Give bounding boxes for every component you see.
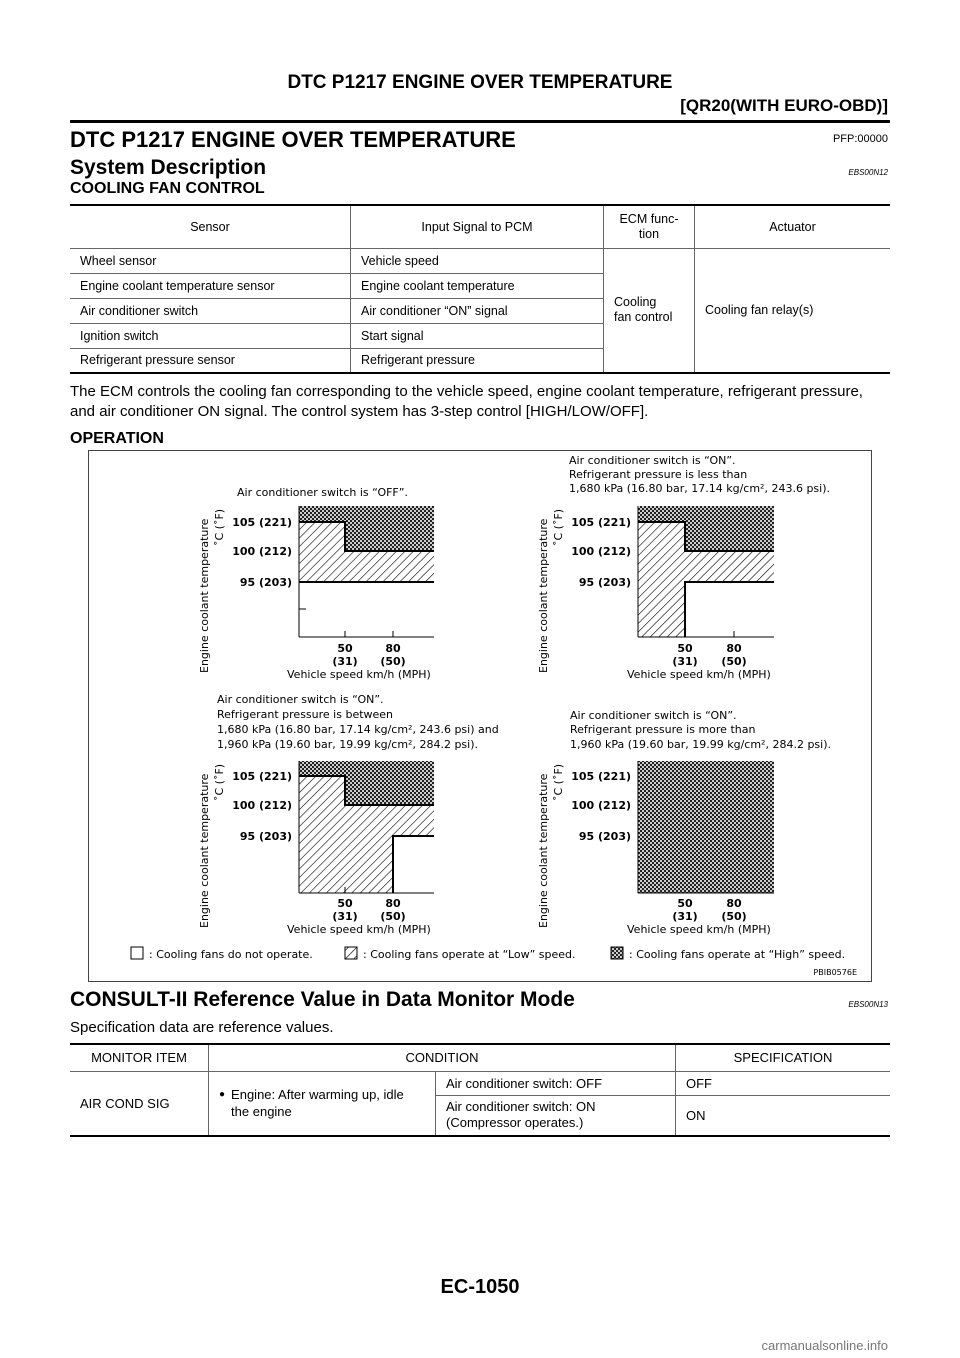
legend-label: : Cooling fans operate at “Low” speed. — [363, 948, 576, 961]
no-operation-region — [685, 582, 774, 637]
monitor-item-cell: AIR COND SIG — [80, 1095, 170, 1111]
no-operation-region — [393, 836, 434, 893]
page-header-subtitle: [QR20(WITH EURO-OBD)] — [680, 96, 888, 115]
y-tick-label: 105 (221) — [571, 770, 631, 783]
system-table-wrapper — [70, 204, 890, 374]
table-cell: Vehicle speed — [351, 248, 604, 273]
y-tick-label: 100 (212) — [232, 545, 292, 558]
table-cell: Air conditioner switch: ON (Compressor operates.) — [436, 1095, 676, 1135]
header-divider — [70, 120, 890, 123]
legend-label: : Cooling fans operate at “High” speed. — [629, 948, 846, 961]
system-table-header: Actuator — [695, 206, 891, 248]
y-axis-unit: ˚C (˚F) — [552, 508, 565, 546]
y-tick-label: 95 (203) — [578, 576, 631, 589]
y-axis-label: Engine coolant temperature — [198, 773, 211, 928]
section-code: PFP:00000 — [832, 133, 888, 145]
x-tick-label: (50) — [380, 910, 406, 923]
system-table-header: ECM func- tion — [604, 206, 695, 248]
x-tick-label: 50 — [677, 642, 693, 655]
high-speed-region — [638, 761, 774, 893]
x-tick-label: (50) — [721, 910, 747, 923]
panel-caption: 1,680 kPa (16.80 bar, 17.14 kg/cm², 243.6 psi). — [569, 482, 831, 495]
y-tick-label: 105 (221) — [232, 516, 292, 529]
x-tick-label: 50 — [677, 897, 693, 910]
panel-ac-on-high-pressure — [537, 709, 831, 936]
legend-swatch-off — [131, 947, 143, 959]
panel-caption: 1,680 kPa (16.80 bar, 17.14 kg/cm², 243.6 psi) and — [217, 723, 499, 736]
watermark: carmanualsonline.info — [761, 1338, 888, 1353]
ecm-function-cell: Cooling fan control — [604, 248, 695, 372]
y-tick-label: 95 (203) — [578, 830, 631, 843]
panel-ac-on-low-pressure — [537, 454, 830, 681]
y-tick-label: 100 (212) — [232, 799, 292, 812]
consult-table-wrapper — [70, 1043, 890, 1137]
cooling-fan-control-title: COOLING FAN CONTROL — [70, 180, 265, 197]
system-description-title: System Description — [70, 156, 267, 179]
figure-legend — [131, 947, 845, 961]
x-tick-label: (50) — [721, 655, 747, 668]
panel-caption: Air conditioner switch is “ON”. — [217, 693, 384, 706]
consult-title: CONSULT-II Reference Value in Data Monitor Mode — [70, 988, 575, 1011]
condition-text: Engine: After warming up, idle the engine — [231, 1087, 404, 1120]
page-header-title: DTC P1217 ENGINE OVER TEMPERATURE — [287, 72, 673, 93]
table-cell: Ignition switch — [70, 323, 351, 348]
x-tick-label: 80 — [726, 642, 742, 655]
y-tick-label: 105 (221) — [571, 516, 631, 529]
panel-caption: Refrigerant pressure is between — [217, 708, 394, 721]
x-tick-label: 50 — [337, 897, 353, 910]
panel-caption: Air conditioner switch is “ON”. — [570, 709, 737, 722]
table-cell: Wheel sensor — [70, 248, 351, 273]
consult-ref: EBS00N13 — [848, 1000, 888, 1009]
x-axis-label: Vehicle speed km/h (MPH) — [287, 668, 431, 681]
panel-ac-on-mid-pressure — [198, 693, 499, 936]
figure-id: PBIB0576E — [813, 968, 857, 977]
panel-caption: Air conditioner switch is “ON”. — [569, 454, 736, 467]
table-cell: Air conditioner switch: OFF — [436, 1071, 676, 1095]
x-axis-label: Vehicle speed km/h (MPH) — [627, 668, 771, 681]
y-axis-label: Engine coolant temperature — [198, 518, 211, 673]
system-table-header: Input Signal to PCM — [351, 206, 604, 248]
condition-cell — [209, 1071, 436, 1135]
x-tick-label: (31) — [332, 910, 358, 923]
table-cell: Refrigerant pressure — [351, 348, 604, 372]
system-description-paragraph: The ECM controls the cooling fan corresponding to the vehicle speed, engine coolant temperature, refrigerant pressure, and air conditioner ON signal. The control system has 3-step control [HIGH/LOW/OFF]. — [70, 383, 863, 420]
consult-note: Specification data are reference values. — [70, 1019, 334, 1036]
table-cell: Air conditioner “ON” signal — [351, 298, 604, 323]
panel-caption: 1,960 kPa (19.60 bar, 19.99 kg/cm², 284.2 psi). — [217, 738, 479, 751]
consult-table-header: CONDITION — [209, 1045, 676, 1071]
page-number: EC-1050 — [440, 1276, 520, 1298]
y-axis-unit: ˚C (˚F) — [552, 763, 565, 801]
panel-ac-off — [198, 486, 434, 681]
table-cell: Air conditioner switch — [70, 298, 351, 323]
system-description-ref: EBS00N12 — [848, 168, 888, 177]
y-tick-label: 100 (212) — [571, 799, 631, 812]
legend-swatch-low — [345, 947, 357, 959]
x-axis-label: Vehicle speed km/h (MPH) — [627, 923, 771, 936]
panel-caption: Refrigerant pressure is less than — [569, 468, 748, 481]
y-tick-label: 95 (203) — [239, 830, 292, 843]
consult-table-header: SPECIFICATION — [676, 1045, 891, 1071]
system-table-header: Sensor — [70, 206, 351, 248]
operation-title: OPERATION — [70, 430, 164, 447]
operation-figure — [88, 450, 872, 982]
table-cell: Start signal — [351, 323, 604, 348]
x-tick-label: (31) — [332, 655, 358, 668]
legend-label: : Cooling fans do not operate. — [149, 948, 313, 961]
consult-table — [70, 1045, 890, 1135]
x-tick-label: 80 — [385, 897, 401, 910]
bullet-icon: ● — [219, 1089, 226, 1101]
panel-caption: Air conditioner switch is “OFF”. — [237, 486, 408, 499]
x-tick-label: 80 — [726, 897, 742, 910]
x-tick-label: 80 — [385, 642, 401, 655]
y-axis-label: Engine coolant temperature — [537, 518, 550, 673]
y-tick-label: 95 (203) — [239, 576, 292, 589]
system-table — [70, 206, 890, 372]
table-cell: Engine coolant temperature — [351, 273, 604, 298]
consult-table-header: MONITOR ITEM — [70, 1045, 209, 1071]
x-tick-label: (31) — [672, 655, 698, 668]
y-axis-unit: ˚C (˚F) — [213, 508, 226, 546]
actuator-cell: Cooling fan relay(s) — [695, 248, 891, 372]
panel-caption: 1,960 kPa (19.60 bar, 19.99 kg/cm², 284.2 psi). — [570, 738, 832, 751]
table-cell: Refrigerant pressure sensor — [80, 353, 235, 368]
section-title: DTC P1217 ENGINE OVER TEMPERATURE — [70, 127, 516, 152]
x-tick-label: 50 — [337, 642, 353, 655]
x-tick-label: (31) — [672, 910, 698, 923]
y-tick-label: 105 (221) — [232, 770, 292, 783]
table-cell: OFF — [676, 1071, 891, 1095]
y-axis-label: Engine coolant temperature — [537, 773, 550, 928]
table-cell: Engine coolant temperature sensor — [70, 273, 351, 298]
x-tick-label: (50) — [380, 655, 406, 668]
operation-diagram — [89, 451, 871, 981]
table-cell: ON — [676, 1095, 891, 1135]
y-axis-unit: ˚C (˚F) — [213, 763, 226, 801]
legend-swatch-high — [611, 947, 623, 959]
x-axis-label: Vehicle speed km/h (MPH) — [287, 923, 431, 936]
panel-caption: Refrigerant pressure is more than — [570, 723, 756, 736]
y-tick-label: 100 (212) — [571, 545, 631, 558]
